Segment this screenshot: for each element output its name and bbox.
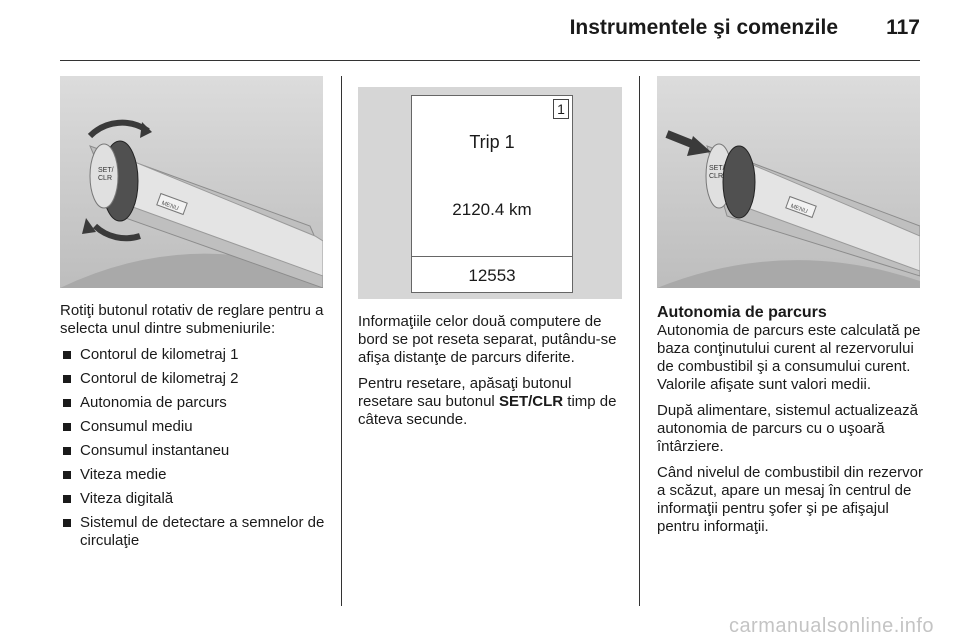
list-item: Viteza medie — [60, 466, 330, 484]
bullet-icon — [63, 375, 71, 383]
list-item: Contorul de kilometraj 2 — [60, 370, 330, 388]
column-2-text — [358, 313, 626, 437]
watermark: carmanualsonline.info — [728, 615, 934, 637]
stalk-set-label: SET/ — [98, 167, 114, 174]
column-1-text — [60, 302, 330, 556]
trip-title: Trip 1 — [469, 132, 515, 152]
display-screen — [411, 95, 573, 293]
figure-trip-display — [358, 87, 622, 299]
col3-paragraph-3: Când nivelul de combustibil din rezervor a scăzut, apare un mesaj în centrul de informaţii pentru şofer şi pe afişajul pentru informaţii. — [657, 464, 923, 535]
set-clr-label: SET/CLR — [498, 393, 564, 410]
list-item: Consumul mediu — [60, 418, 330, 436]
col3-paragraph-2: După alimentare, sistemul actualizează autonomia de parcurs cu o uşoară întârziere. — [657, 402, 918, 455]
page-number: 117 — [886, 16, 920, 39]
section-heading: Autonomia de parcurs — [657, 304, 827, 321]
bullet-icon — [63, 351, 71, 359]
stalk-menu-label: MENU — [789, 203, 809, 216]
col1-intro: Rotiţi butonul rotativ de reglare pentru a selecta unul dintre submeniurile: — [60, 302, 324, 337]
bullet-icon — [63, 423, 71, 431]
trip-distance: 2120.4 km — [452, 200, 532, 219]
stalk-clr-label: CLR — [98, 175, 113, 182]
odometer-value: 12553 — [468, 266, 516, 285]
stalk-set-label: SET/ — [709, 165, 725, 172]
column-divider-left — [341, 76, 342, 606]
col2-paragraph-2: Pentru resetare, apăsaţi butonul resetare sau butonul SET/CLR timp de câteva secunde. — [358, 375, 617, 428]
col2-paragraph-1: Informaţiile celor două computere de bord se pot reseta separat, putându-se afişa distanţe de parcurs diferite. — [358, 313, 617, 366]
bullet-icon — [63, 519, 71, 527]
column-3-text — [657, 304, 927, 544]
column-divider-right — [639, 76, 640, 606]
bullet-icon — [63, 399, 71, 407]
submenu-list — [60, 346, 330, 550]
bullet-icon — [63, 471, 71, 479]
stalk-menu-label: MENU — [160, 200, 180, 213]
display-divider — [412, 256, 572, 257]
list-item: Consumul instantaneu — [60, 442, 330, 460]
list-item: Viteza digitală — [60, 490, 330, 508]
figure-stalk-rotary — [60, 76, 323, 288]
bullet-icon — [63, 447, 71, 455]
figure-stalk-press — [657, 76, 920, 288]
header-title: Instrumentele şi comenzile — [569, 16, 838, 39]
col3-paragraph-1: Autonomia de parcurs este calculată pe baza conţinutului curent al rezervorului de combustibil şi a consumului curent. Valorile afişate sunt valori medii. — [657, 322, 921, 393]
list-item: Contorul de kilometraj 1 — [60, 346, 330, 364]
display-corner-indicator: 1 — [553, 99, 569, 119]
list-item: Sistemul de detectare a semnelor de circulaţie — [60, 514, 330, 550]
header-rule — [60, 60, 920, 61]
bullet-icon — [63, 495, 71, 503]
stalk-clr-label: CLR — [709, 173, 724, 180]
list-item: Autonomia de parcurs — [60, 394, 330, 412]
